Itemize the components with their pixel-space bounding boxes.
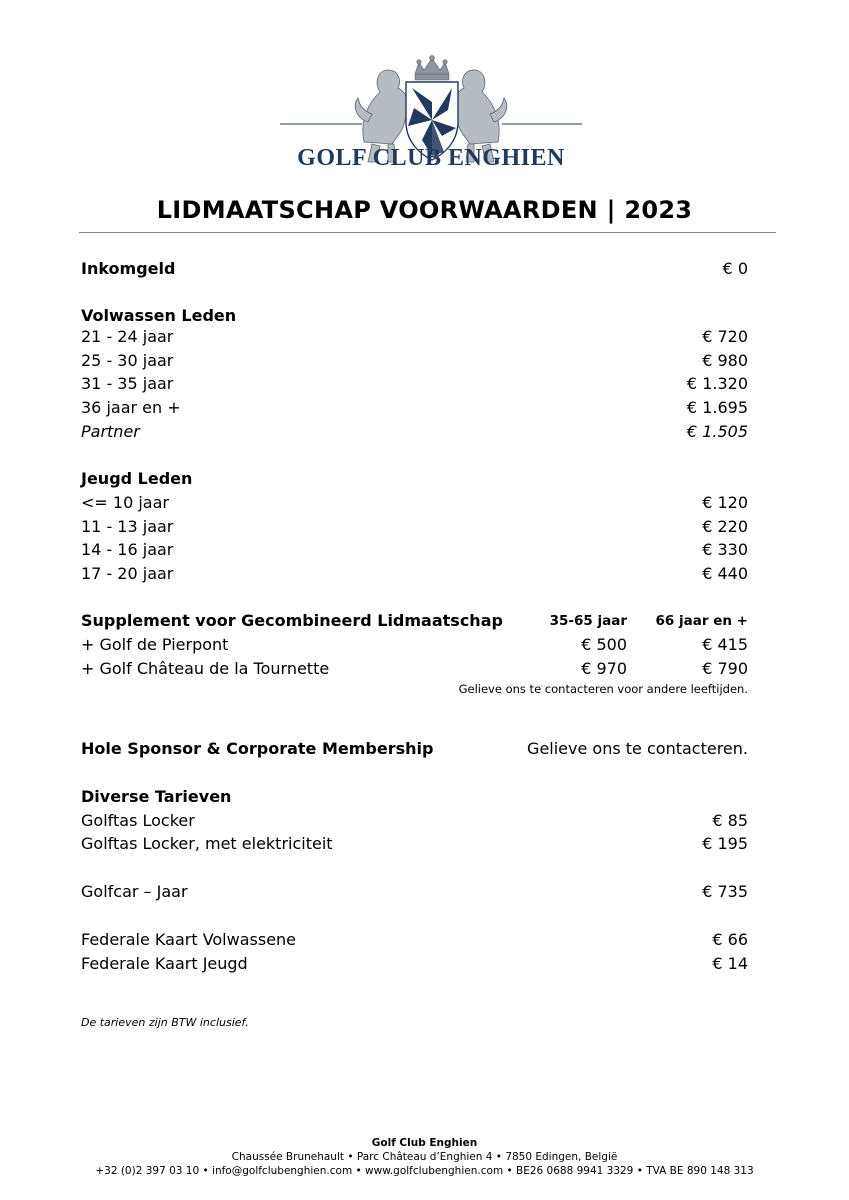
row-value: € 1.505 [686, 422, 748, 441]
row-label: <= 10 jaar [81, 493, 169, 512]
row-value: € 1.695 [686, 398, 748, 417]
row-label: 14 - 16 jaar [81, 540, 174, 559]
supplement-row [81, 634, 748, 656]
footer [0, 1136, 849, 1178]
supplement-note: Gelieve ons te contacteren voor andere leeftijden. [458, 682, 748, 696]
column-header-35-65: 35-65 jaar [549, 613, 627, 629]
row-value: € 440 [702, 564, 748, 583]
price-row [81, 929, 748, 951]
page-title: LIDMAATSCHAP VOORWAARDEN | 2023 [156, 196, 693, 224]
inkomgeld-label: Inkomgeld [81, 259, 176, 278]
price-row [81, 397, 748, 419]
row-label: Golftas Locker [81, 811, 195, 830]
price-row [81, 833, 748, 855]
volwassen-heading [81, 305, 748, 327]
row-value: € 720 [702, 327, 748, 346]
price-row [81, 881, 748, 903]
row-label: + Golf Château de la Tournette [81, 659, 330, 678]
row-value: € 66 [712, 930, 748, 949]
row-label: Golftas Locker, met elektriciteit [81, 834, 333, 853]
row-label: 21 - 24 jaar [81, 327, 174, 346]
club-logo [272, 52, 590, 178]
row-label: 11 - 13 jaar [81, 517, 174, 536]
price-row [81, 810, 748, 832]
row-value-35-65: € 970 [581, 659, 627, 678]
inkomgeld-value: € 0 [722, 259, 748, 278]
row-label: Federale Kaart Jeugd [81, 954, 248, 973]
row-label: 25 - 30 jaar [81, 351, 174, 370]
row-label: Hole Sponsor & Corporate Membership [81, 739, 434, 758]
price-row [81, 350, 748, 372]
price-row-partner [81, 421, 748, 443]
inkomgeld-row [81, 258, 748, 280]
row-value: € 330 [702, 540, 748, 559]
price-row [81, 563, 748, 585]
footer-address: Chaussée Brunehault • Parc Château d’Enghien 4 • 7850 Edingen, België [231, 1151, 618, 1163]
title-divider [79, 232, 776, 233]
supplement-row [81, 658, 748, 680]
row-value: € 195 [702, 834, 748, 853]
row-value-66-plus: € 415 [702, 635, 748, 654]
price-row [81, 326, 748, 348]
section-heading: Supplement voor Gecombineerd Lidmaatschap [81, 611, 503, 630]
row-value: € 120 [702, 493, 748, 512]
row-value: € 1.320 [686, 374, 748, 393]
row-value: € 220 [702, 517, 748, 536]
section-heading: Jeugd Leden [81, 469, 193, 488]
row-label: Partner [81, 422, 140, 441]
row-label: + Golf de Pierpont [81, 635, 229, 654]
club-crest-icon [272, 52, 590, 178]
row-label: Federale Kaart Volwassene [81, 930, 297, 949]
row-value: € 14 [712, 954, 748, 973]
row-label: 36 jaar en + [81, 398, 181, 417]
price-row [81, 492, 748, 514]
row-value: € 85 [712, 811, 748, 830]
jeugd-heading [81, 468, 748, 490]
row-label: 31 - 35 jaar [81, 374, 174, 393]
btw-note: De tarieven zijn BTW inclusief. [81, 1016, 249, 1029]
row-label: 17 - 20 jaar [81, 564, 174, 583]
row-value: € 980 [702, 351, 748, 370]
column-header-66-plus: 66 jaar en + [655, 613, 748, 629]
price-row [81, 516, 748, 538]
hole-sponsor-row [81, 738, 748, 760]
row-label: Golfcar – Jaar [81, 882, 188, 901]
row-value-66-plus: € 790 [702, 659, 748, 678]
footer-club-name: Golf Club Enghien [371, 1137, 478, 1149]
row-value: Gelieve ons te contacteren. [527, 739, 748, 758]
logo-wordmark: GOLF CLUB ENGHIEN [297, 145, 565, 171]
diverse-heading [81, 786, 748, 808]
section-heading: Volwassen Leden [81, 306, 237, 325]
section-heading: Diverse Tarieven [81, 787, 232, 806]
price-row [81, 953, 748, 975]
footer-contact: +32 (0)2 397 03 10 • info@golfclubenghien.com • www.golfclubenghien.com • BE26 0688 9941 3329 • TVA BE 890 148 313 [95, 1165, 754, 1177]
row-value: € 735 [702, 882, 748, 901]
row-value-35-65: € 500 [581, 635, 627, 654]
price-row [81, 539, 748, 561]
price-row [81, 373, 748, 395]
supplement-heading-row [81, 610, 748, 632]
